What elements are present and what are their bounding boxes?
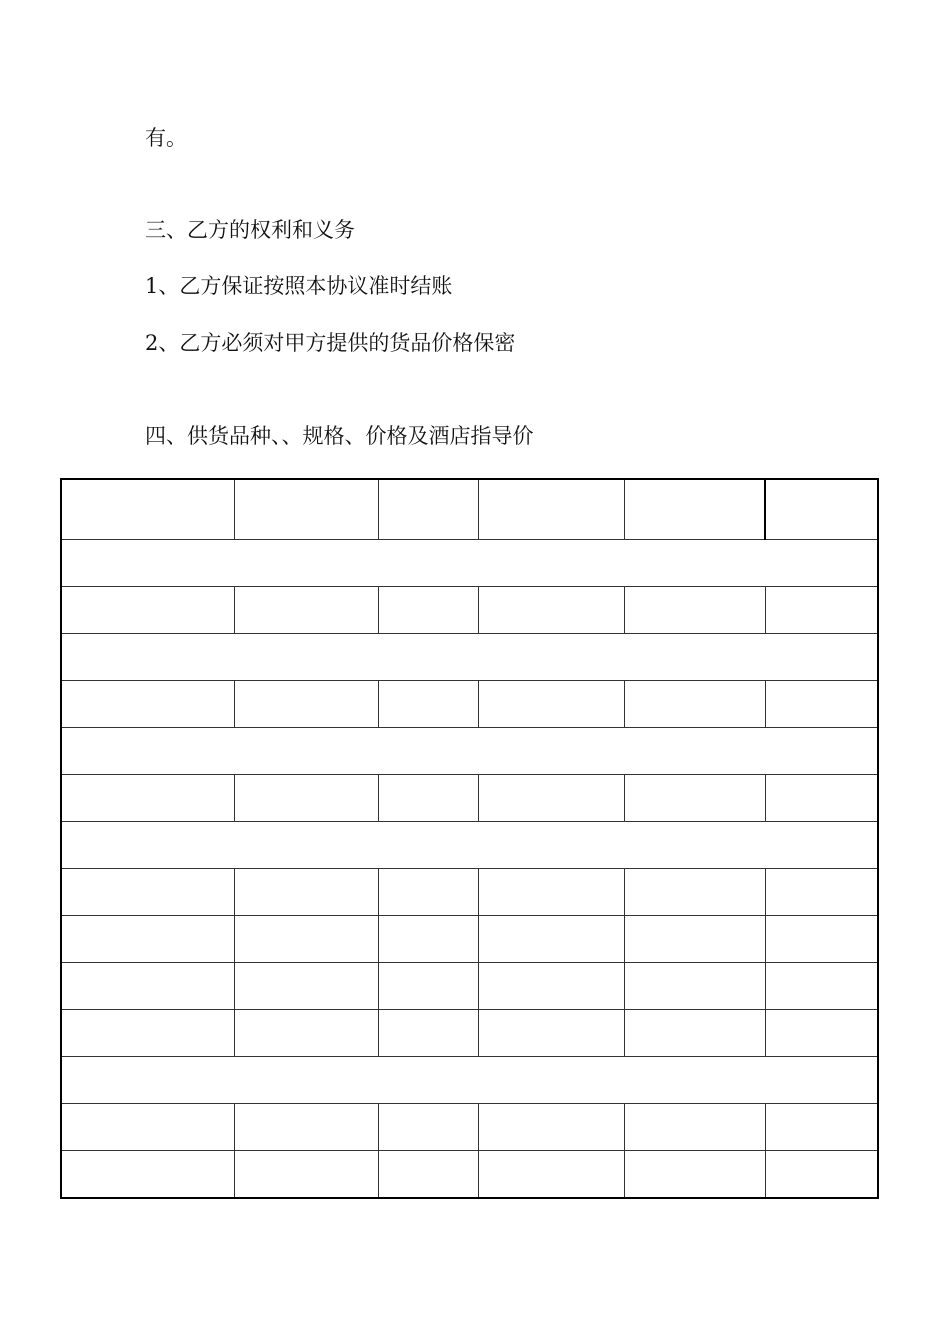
table-cell bbox=[624, 869, 765, 916]
table-cell bbox=[478, 1151, 624, 1199]
table-cell bbox=[378, 587, 478, 634]
table-cell bbox=[378, 869, 478, 916]
header-cell bbox=[478, 479, 624, 540]
table-cell bbox=[61, 587, 234, 634]
group-cell bbox=[61, 1057, 878, 1104]
group-cell bbox=[61, 822, 878, 869]
table-cell bbox=[234, 775, 378, 822]
header-cell bbox=[624, 479, 765, 540]
table-cell bbox=[478, 916, 624, 963]
supply-price-table bbox=[60, 478, 879, 1199]
table-cell bbox=[624, 916, 765, 963]
table-cell bbox=[478, 963, 624, 1010]
group-cell bbox=[61, 728, 878, 775]
table-row bbox=[61, 681, 878, 728]
table-cell bbox=[61, 916, 234, 963]
table-cell bbox=[234, 681, 378, 728]
table-cell bbox=[378, 1010, 478, 1057]
table-row bbox=[61, 869, 878, 916]
table-row bbox=[61, 775, 878, 822]
table-cell bbox=[378, 1104, 478, 1151]
header-cell bbox=[378, 479, 478, 540]
table-cell bbox=[765, 869, 878, 916]
table-cell bbox=[478, 775, 624, 822]
group-cell bbox=[61, 634, 878, 681]
table-cell bbox=[378, 963, 478, 1010]
table-cell bbox=[61, 869, 234, 916]
table-cell bbox=[61, 681, 234, 728]
clause-2-confidentiality: 2、乙方必须对甲方提供的货品价格保密 bbox=[145, 331, 516, 355]
table-cell bbox=[765, 963, 878, 1010]
table-cell bbox=[765, 1104, 878, 1151]
table-cell bbox=[61, 963, 234, 1010]
table-cell bbox=[765, 1010, 878, 1057]
table-group-row bbox=[61, 540, 878, 587]
table-cell bbox=[378, 1151, 478, 1199]
table-cell bbox=[234, 1151, 378, 1199]
table-cell bbox=[765, 681, 878, 728]
table-cell bbox=[624, 963, 765, 1010]
group-cell bbox=[61, 540, 878, 587]
table-cell bbox=[378, 916, 478, 963]
table-cell bbox=[378, 775, 478, 822]
header-cell bbox=[765, 479, 878, 540]
header-cell bbox=[234, 479, 378, 540]
table-cell bbox=[624, 681, 765, 728]
table-cell bbox=[61, 775, 234, 822]
table-cell bbox=[61, 1010, 234, 1057]
table-cell bbox=[478, 869, 624, 916]
table-cell bbox=[478, 587, 624, 634]
table-cell bbox=[765, 916, 878, 963]
table-cell bbox=[765, 1151, 878, 1199]
table-cell bbox=[234, 1010, 378, 1057]
table-cell bbox=[478, 1010, 624, 1057]
table-cell bbox=[624, 1010, 765, 1057]
table-cell bbox=[234, 916, 378, 963]
table-cell bbox=[624, 1151, 765, 1199]
table-cell bbox=[378, 681, 478, 728]
table-cell bbox=[478, 681, 624, 728]
section-heading-party-b-rights: 三、乙方的权利和义务 bbox=[145, 218, 355, 242]
table-row bbox=[61, 1151, 878, 1199]
clause-1-settlement: 1、乙方保证按照本协议准时结账 bbox=[145, 274, 453, 298]
table-group-row bbox=[61, 728, 878, 775]
table-body bbox=[61, 479, 878, 1198]
table-group-row bbox=[61, 1057, 878, 1104]
table-cell bbox=[624, 775, 765, 822]
table-cell bbox=[624, 587, 765, 634]
table-group-row bbox=[61, 634, 878, 681]
section-heading-supply-items: 四、供货品种、、规格、价格及酒店指导价 bbox=[145, 424, 534, 448]
table-header-row bbox=[61, 479, 878, 540]
table-cell bbox=[234, 963, 378, 1010]
table-cell bbox=[61, 1151, 234, 1199]
table-cell bbox=[765, 775, 878, 822]
table-cell bbox=[234, 869, 378, 916]
table-row bbox=[61, 963, 878, 1010]
table-cell bbox=[765, 587, 878, 634]
table-cell bbox=[234, 1104, 378, 1151]
table-cell bbox=[61, 1104, 234, 1151]
table-cell bbox=[478, 1104, 624, 1151]
table-cell bbox=[624, 1104, 765, 1151]
table-row bbox=[61, 1104, 878, 1151]
table-row bbox=[61, 587, 878, 634]
header-cell bbox=[61, 479, 234, 540]
table-row bbox=[61, 916, 878, 963]
paragraph-continuation: 有。 bbox=[145, 126, 187, 150]
table-group-row bbox=[61, 822, 878, 869]
table-row bbox=[61, 1010, 878, 1057]
table-cell bbox=[234, 587, 378, 634]
